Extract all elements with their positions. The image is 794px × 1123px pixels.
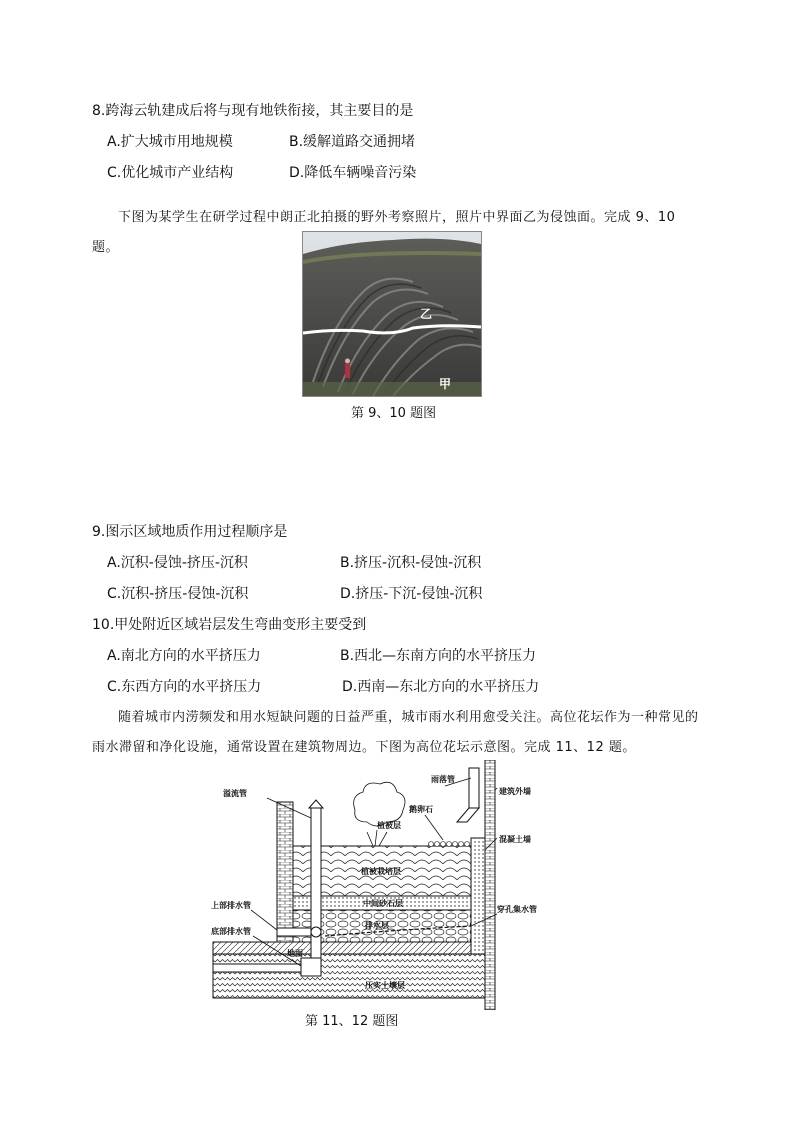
label-perforated-pipe: 穿孔集水管 bbox=[497, 905, 537, 914]
label-jia: 甲 bbox=[439, 377, 452, 391]
label-upper-drain: 上部排水管 bbox=[211, 901, 251, 910]
raised-planter-diagram bbox=[205, 760, 565, 1010]
q9-option-b: B.挤压-沉积-侵蚀-沉积 bbox=[340, 555, 482, 571]
q10-option-d: D.西南—东北方向的水平挤压力 bbox=[342, 679, 540, 695]
label-gravel-layer: 中间砂石层 bbox=[363, 899, 403, 908]
label-overflow-pipe: 溢流管 bbox=[223, 789, 247, 798]
label-drainage-layer: 排水层 bbox=[365, 921, 389, 930]
intro-q11-12: 随着城市内涝频发和用水短缺问题的日益严重，城市雨水利用愈受关注。高位花坛作为一种常见的雨水滞留和净化设施，通常设置在建筑物周边。下图为高位花坛示意图。完成 11、12 题。 bbox=[92, 710, 699, 755]
field-photo bbox=[302, 231, 482, 397]
label-ground: 地面 bbox=[287, 949, 303, 958]
q10-stem: 10.甲处附近区域岩层发生弯曲变形主要受到 bbox=[92, 617, 367, 633]
q9-option-c: C.沉积-挤压-侵蚀-沉积 bbox=[107, 586, 249, 602]
q8-option-c: C.优化城市产业结构 bbox=[107, 165, 234, 181]
q9-stem: 9.图示区域地质作用过程顺序是 bbox=[92, 524, 288, 540]
label-planting-soil: 植被栽培层 bbox=[361, 867, 401, 876]
label-pebbles: 鹅卵石 bbox=[409, 805, 433, 814]
q8-option-b: B.缓解道路交通拥堵 bbox=[289, 134, 416, 150]
label-bottom-drain: 底部排水管 bbox=[211, 927, 251, 936]
diagram-caption: 第 11、12 题图 bbox=[305, 1014, 399, 1029]
label-planting-layer: 植被层 bbox=[377, 821, 401, 830]
label-downspout: 雨落管 bbox=[431, 775, 455, 784]
q8-option-a: A.扩大城市用地规模 bbox=[107, 134, 233, 150]
q9-option-d: D.挤压-下沉-侵蚀-沉积 bbox=[340, 586, 483, 602]
label-building-wall: 建筑外墙 bbox=[499, 787, 531, 796]
label-yi: 乙 bbox=[420, 307, 433, 321]
photo-caption: 第 9、10 题图 bbox=[351, 406, 437, 421]
q10-option-c: C.东西方向的水平挤压力 bbox=[107, 679, 262, 695]
q8-stem: 8.跨海云轨建成后将与现有地铁衔接，其主要目的是 bbox=[92, 103, 414, 119]
q8-option-d: D.降低车辆噪音污染 bbox=[289, 165, 417, 181]
folded-strata-image bbox=[303, 232, 481, 396]
label-concrete-wall: 混凝土墙 bbox=[499, 835, 531, 844]
q10-option-b: B.西北—东南方向的水平挤压力 bbox=[340, 648, 537, 664]
intro-q9-10: 下图为某学生在研学过程中朗正北拍摄的野外考察照片，照片中界面乙为侵蚀面。完成 9、10 题。 bbox=[92, 210, 676, 255]
q9-option-a: A.沉积-侵蚀-挤压-沉积 bbox=[107, 555, 248, 571]
label-compacted-soil: 压实土壤层 bbox=[365, 981, 405, 990]
q10-option-a: A.南北方向的水平挤压力 bbox=[107, 648, 261, 664]
